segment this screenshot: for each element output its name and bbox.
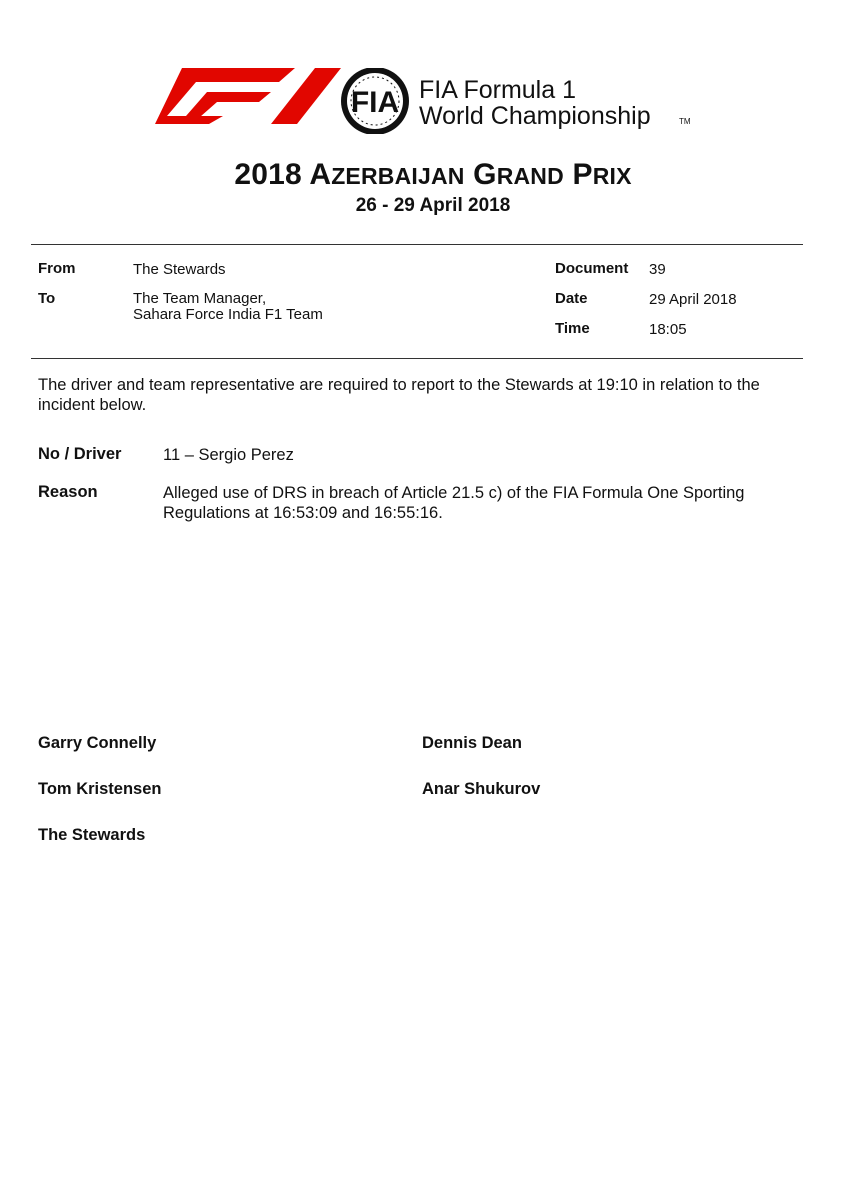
- event-dates: 26 - 29 April 2018: [355, 195, 511, 216]
- document-value: 39: [649, 261, 666, 278]
- reason-line: Regulations at 16:53:09 and 16:55:16.: [163, 504, 443, 522]
- reason-value: [163, 483, 823, 523]
- driver-label: No / Driver: [38, 445, 122, 463]
- f1-fia-logo: [155, 68, 700, 134]
- from-value: The Stewards: [133, 261, 226, 278]
- f1-logo-mark: [155, 68, 341, 124]
- to-label: To: [38, 290, 56, 307]
- intro-paragraph: [38, 375, 828, 415]
- svg-text:World Championship: World Championship: [419, 102, 651, 130]
- date-value: 29 April 2018: [649, 291, 737, 308]
- steward-name: Garry Connelly: [38, 734, 157, 752]
- steward-name: Dennis Dean: [422, 734, 522, 752]
- title-part: 2018 A: [234, 158, 332, 191]
- svg-text:TM: TM: [679, 117, 691, 126]
- bottom-divider: [31, 358, 803, 359]
- svg-text:FIA Formula 1: FIA Formula 1: [419, 76, 576, 104]
- intro-line: The driver and team representative are required to report to the Stewards at 19:10 in relation to the: [38, 376, 760, 394]
- stewards-footer: The Stewards: [38, 826, 146, 844]
- top-divider: [31, 244, 803, 245]
- driver-value: 11 – Sergio Perez: [163, 446, 294, 464]
- svg-text:FIA: FIA: [350, 86, 400, 119]
- title-part: RAND: [496, 163, 564, 189]
- steward-name: Tom Kristensen: [38, 780, 162, 798]
- fia-emblem: [341, 68, 409, 134]
- event-title: [0, 158, 866, 192]
- to-value: [133, 291, 323, 323]
- date-label: Date: [555, 290, 588, 307]
- title-part: RIX: [592, 163, 632, 189]
- from-label: From: [38, 260, 76, 277]
- reason-label: Reason: [38, 483, 98, 501]
- intro-line: incident below.: [38, 396, 147, 414]
- title-part: ZERBAIJAN: [331, 163, 465, 189]
- title-part: P: [563, 158, 593, 191]
- reason-line: Alleged use of DRS in breach of Article 21.5 c) of the FIA Formula One Sporting: [163, 484, 745, 502]
- steward-name: Anar Shukurov: [422, 780, 541, 798]
- to-value-line: The Team Manager,: [133, 290, 267, 307]
- to-value-line: Sahara Force India F1 Team: [133, 306, 323, 323]
- title-part: G: [464, 158, 497, 191]
- time-label: Time: [555, 320, 590, 337]
- time-value: 18:05: [649, 321, 687, 338]
- document-label: Document: [555, 260, 629, 277]
